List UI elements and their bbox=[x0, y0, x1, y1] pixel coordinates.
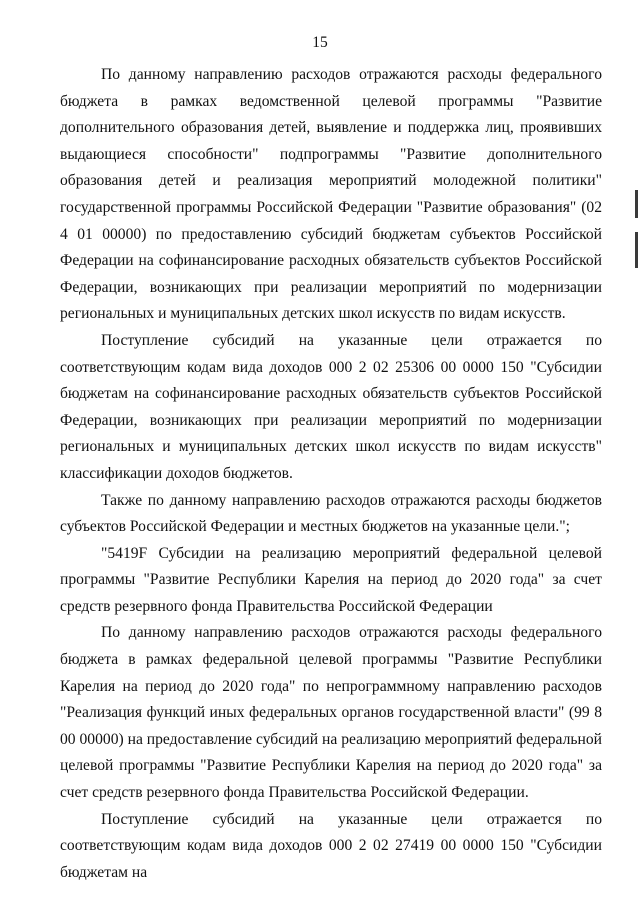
paragraph: Поступление субсидий на указанные цели отражается по соответствующим кодам вида доходов 000 2 02 27419 00 0000 150 "Субсидии бюджетам на bbox=[60, 810, 602, 881]
paragraph: По данному направлению расходов отражаются расходы федерального бюджета в рамках федеральной целевой программы "Развитие Республики Карелия на период до 2020 года" по непрограммному направлению расходов "Реализация функций иных федеральных органов государственной власти" (99 8 00 00000) на предоставление субсидий на реализацию мероприятий федеральной целевой программы "Развитие Республики Карелия на период до 2020 года" за счет средств резервного фонда Правительства Российской Федерации. bbox=[60, 624, 602, 802]
document-body bbox=[60, 62, 602, 886]
paragraph: Поступление субсидий на указанные цели отражается по соответствующим кодам вида доходов 000 2 02 25306 00 0000 150 "Субсидии бюджетам на софинансирование расходных обязательств субъектов Российской Федерации, возникающих при реализации мероприятий по модернизации региональных и муниципальных детских школ искусств по видам искусств" классификации доходов бюджетов. bbox=[60, 331, 602, 482]
scan-edge-mark bbox=[635, 232, 638, 268]
page-number: 15 bbox=[312, 34, 328, 51]
paragraph: Также по данному направлению расходов отражаются расходы бюджетов субъектов Российской Федерации и местных бюджетов на указанные цели."; bbox=[60, 491, 602, 536]
paragraph: По данному направлению расходов отражаются расходы федерального бюджета в рамках ведомственной целевой программы "Развитие дополнительного образования детей, выявление и поддержка лиц, проявивших выдающиеся способности" подпрограммы "Развитие дополнительного образования детей и реализация мероприятий молодежной политики" государственной программы Российской Федерации "Развитие образования" (02 4 01 00000) по предоставлению субсидий бюджетам субъектов Российской Федерации на софинансирование расходных обязательств субъектов Российской Федерации, возникающих при реализации мероприятий по модернизации региональных и муниципальных детских школ искусств по видам искусств. bbox=[60, 66, 602, 323]
scan-edge-mark bbox=[635, 190, 638, 218]
paragraph: "5419F Субсидии на реализацию мероприятий федеральной целевой программы "Развитие Республики Карелия на период до 2020 года" за счет средств резервного фонда Правительства Российской Федерации bbox=[60, 544, 602, 615]
